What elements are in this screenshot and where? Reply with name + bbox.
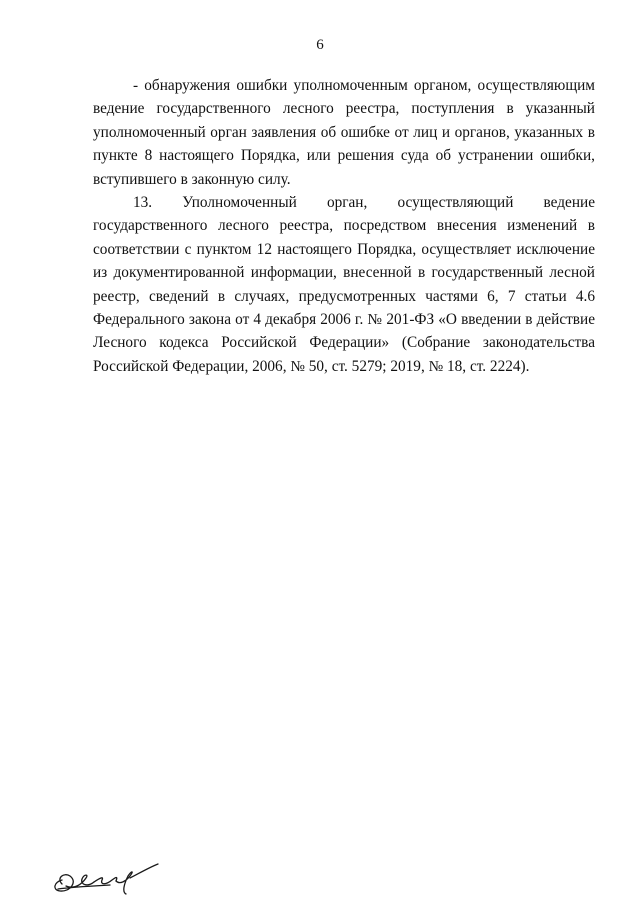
paragraph-13: 13. Уполномоченный орган, осуществляющий ведение государственного лесного реестра, посредством внесения изменений в соответствии с пунктом 12 настоящего Порядка, осуществляет исключение из документированной информации, внесенной в государственный лесной реестр, сведений в случаях, предусмотренных частями 6, 7 статьи 4.6 Федерального закона от 4 декабря 2006 г. № 201-ФЗ «О введении в действие Лесного кодекса Российской Федерации» (Собрание законодательства Российской Федерации, 2006, № 50, ст. 5279; 2019, № 18, ст. 2224). bbox=[93, 194, 595, 375]
handwritten-signature-icon bbox=[48, 860, 164, 896]
paragraph-error-detection: - обнаружения ошибки уполномоченным органом, осуществляющим ведение государственного лесного реестра, поступления в указанный уполномоченный орган заявления об ошибке от лиц и органов, указанных в пункте 8 настоящего Порядка, или решения суда об устранении ошибки, вступившего в законную силу. bbox=[93, 77, 595, 188]
document-body bbox=[93, 74, 595, 378]
page-number: 6 bbox=[316, 37, 324, 53]
